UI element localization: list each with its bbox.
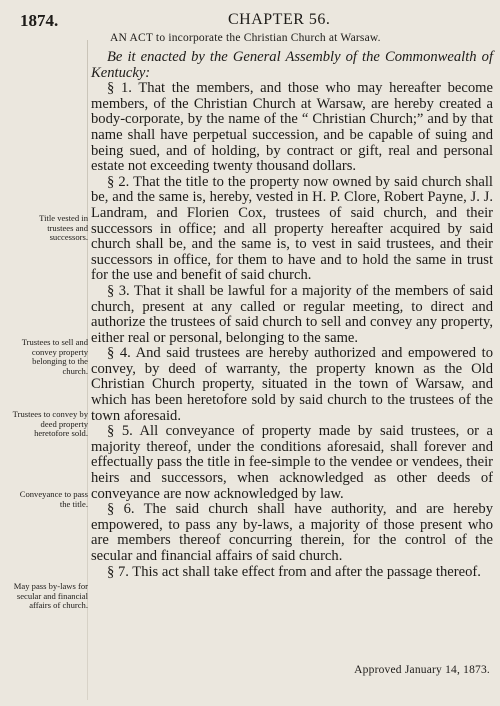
chapter-heading: CHAPTER 56. xyxy=(228,11,331,28)
section-7: § 7. This act shall take effect from and after the passage thereof. xyxy=(107,563,481,580)
margin-note-conveyance-title: Conveyance to pass the title. xyxy=(19,489,88,509)
page-year: 1874. xyxy=(20,11,59,30)
page-header xyxy=(0,5,500,31)
margin-note-sell-convey: Trustees to sell and convey property belonging to the church. xyxy=(21,337,88,376)
section-6: § 6. The said church shall have authority, and are hereby empowered, to pass any by-laws, a majority of those present who are members thereof concurring therein, for the control of the secular and financial affairs of said church. xyxy=(91,501,493,564)
section-5: § 5. All conveyance of property made by said trustees, or a majority thereof, under the conditions aforesaid, shall forever and effectually pass the title in fee-simple to the vendee or vendees, their heirs and successors, when acknowledged as other deeds of conveyance are now acknowledged by law. xyxy=(91,423,493,502)
approval-line: Approved January 14, 1873. xyxy=(354,664,490,676)
margin-note-convey-by-deed: Trustees to convey by deed property heretofore sold. xyxy=(12,409,88,439)
margin-note-by-laws: May pass by-laws for secular and financial affairs of church. xyxy=(13,581,88,611)
act-title: AN ACT to incorporate the Christian Church at Warsaw. xyxy=(110,32,381,44)
margin-note-title-vested: Title vested in trustees and successors. xyxy=(39,213,88,243)
section-3: § 3. That it shall be lawful for a majority of the members of said church, present at any called or regular meeting, to direct and authorize the trustees of said church to sell and convey any property, either real or personal, belonging to the same. xyxy=(91,282,493,346)
section-4: § 4. And said trustees are hereby authorized and empowered to convey, by deed of warranty, the property known as the Old Christian Church property, situated in the town of Warsaw, and which has been heretofore sold by said church to the trustees of the town aforesaid. xyxy=(91,345,493,424)
enacting-clause: Be it enacted by the General Assembly of the Commonwealth of Kentucky: xyxy=(91,49,493,81)
section-2: § 2. That the title to the property now owned by said church shall be, and the same is, hereby, vested in H. P. Clore, Robert Payne, J. J. Landram, and Florien Cox, trustees of said church, and their successors in office; and all property hereafter acquired by said church shall be, and the same is, to vest in said trustees, and their successors in office, for them to have and to hold the same in trust for the use and benefit of said church. xyxy=(91,173,493,284)
section-1: § 1. That the members, and those who may hereafter become members, of the Christian Church at Warsaw, are hereby created a body-corporate, by the name of the “ Christian Church;” and by that name shall have perpetual succession, and be capable of suing and being sued, and of holding, by contract or gift, real and personal estate not exceeding twenty thousand dollars. xyxy=(91,80,493,175)
act-body xyxy=(91,50,493,580)
